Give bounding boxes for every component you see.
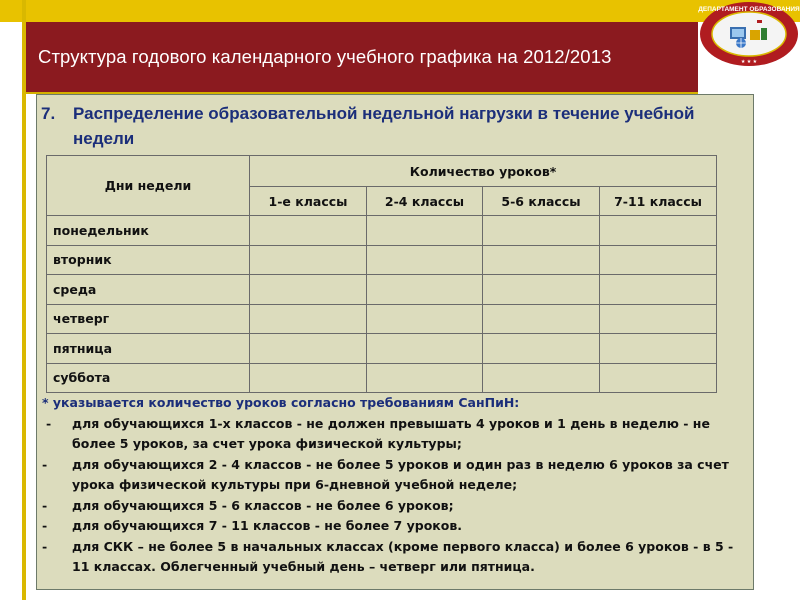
- footnote-item-text: для обучающихся 1-х классов - не должен превышать 4 уроков и 1 день в неделю - не более 5 уроков, за счет урока физической культуры;: [72, 415, 710, 451]
- table-cell: [600, 334, 717, 364]
- header-lessons-count: Количество уроков*: [250, 156, 717, 187]
- day-cell: понедельник: [47, 216, 250, 246]
- top-accent-band: [0, 0, 800, 22]
- table-cell: [367, 245, 483, 275]
- slide-title-bar: [26, 22, 698, 92]
- table-row: [47, 275, 717, 305]
- table-cell: [250, 363, 367, 393]
- table-cell: [600, 363, 717, 393]
- table-row: [47, 304, 717, 334]
- content-panel: [36, 94, 754, 590]
- bullet-dash: -: [42, 518, 48, 533]
- day-cell: среда: [47, 275, 250, 305]
- column-header: 5-6 классы: [483, 187, 600, 216]
- table-cell: [367, 275, 483, 305]
- footnote: [42, 393, 747, 578]
- column-header: 1-е классы: [250, 187, 367, 216]
- day-cell: пятница: [47, 334, 250, 364]
- column-header: 7-11 классы: [600, 187, 717, 216]
- svg-text:ДЕПАРТАМЕНТ ОБРАЗОВАНИЯ: ДЕПАРТАМЕНТ ОБРАЗОВАНИЯ: [698, 6, 800, 13]
- footnote-item: [42, 537, 747, 578]
- footnote-item: [42, 414, 747, 455]
- table-row: [47, 363, 717, 393]
- column-header: 2-4 классы: [367, 187, 483, 216]
- table-cell: [600, 275, 717, 305]
- table-cell: [483, 216, 600, 246]
- table-cell: [483, 334, 600, 364]
- table-cell: [600, 304, 717, 334]
- slide-title: Структура годового календарного учебного графика на 2012/2013: [38, 46, 612, 67]
- table-cell: [483, 363, 600, 393]
- footnote-item-text: для обучающихся 2 - 4 классов - не более 5 уроков и один раз в неделю 6 уроков за счет урока физической культуры при 6-дневной учебной неделе;: [72, 456, 729, 492]
- weekly-load-table: [46, 155, 717, 393]
- table-cell: [250, 334, 367, 364]
- table-row: [47, 216, 717, 246]
- table-cell: [483, 275, 600, 305]
- bullet-dash: -: [42, 497, 48, 513]
- header-days: Дни недели: [47, 156, 250, 216]
- section-number: 7.: [41, 104, 56, 123]
- day-cell: вторник: [47, 245, 250, 275]
- table-cell: [250, 275, 367, 305]
- bullet-dash: -: [46, 415, 52, 431]
- table-cell: [600, 216, 717, 246]
- footnote-item: [42, 496, 747, 517]
- footnote-intro: * указывается количество уроков согласно требованиям СанПиН:: [42, 395, 520, 410]
- day-cell: суббота: [47, 363, 250, 393]
- footnote-item-text: для обучающихся 7 - 11 классов - не более 7 уроков.: [72, 518, 463, 533]
- table-cell: [250, 304, 367, 334]
- table-cell: [250, 245, 367, 275]
- department-of-education-emblem-icon: [697, 0, 800, 68]
- footnote-item-text: для обучающихся 5 - 6 классов - не более 6 уроков;: [72, 497, 454, 513]
- footnote-item-text: для СКК – не более 5 в начальных классах (кроме первого класса) и более 6 уроков - в 5 - 11 классах. Облегченный учебный день – четверг или пятница.: [72, 538, 734, 574]
- table-cell: [367, 304, 483, 334]
- table-cell: [250, 216, 367, 246]
- footnote-item: [42, 516, 747, 537]
- table-cell: [483, 245, 600, 275]
- table-cell: [367, 334, 483, 364]
- table-cell: [483, 304, 600, 334]
- svg-text:★ ★ ★: ★ ★ ★: [740, 59, 758, 65]
- bullet-dash: -: [42, 538, 48, 554]
- table-row: [47, 334, 717, 364]
- table-cell: [367, 216, 483, 246]
- table-row: [47, 245, 717, 275]
- day-cell: четверг: [47, 304, 250, 334]
- table-cell: [367, 363, 483, 393]
- section-heading-text: Распределение образовательной недельной нагрузки в течение учебной недели: [73, 104, 695, 148]
- footnote-item: [42, 455, 747, 496]
- table-cell: [600, 245, 717, 275]
- bullet-dash: -: [42, 456, 48, 472]
